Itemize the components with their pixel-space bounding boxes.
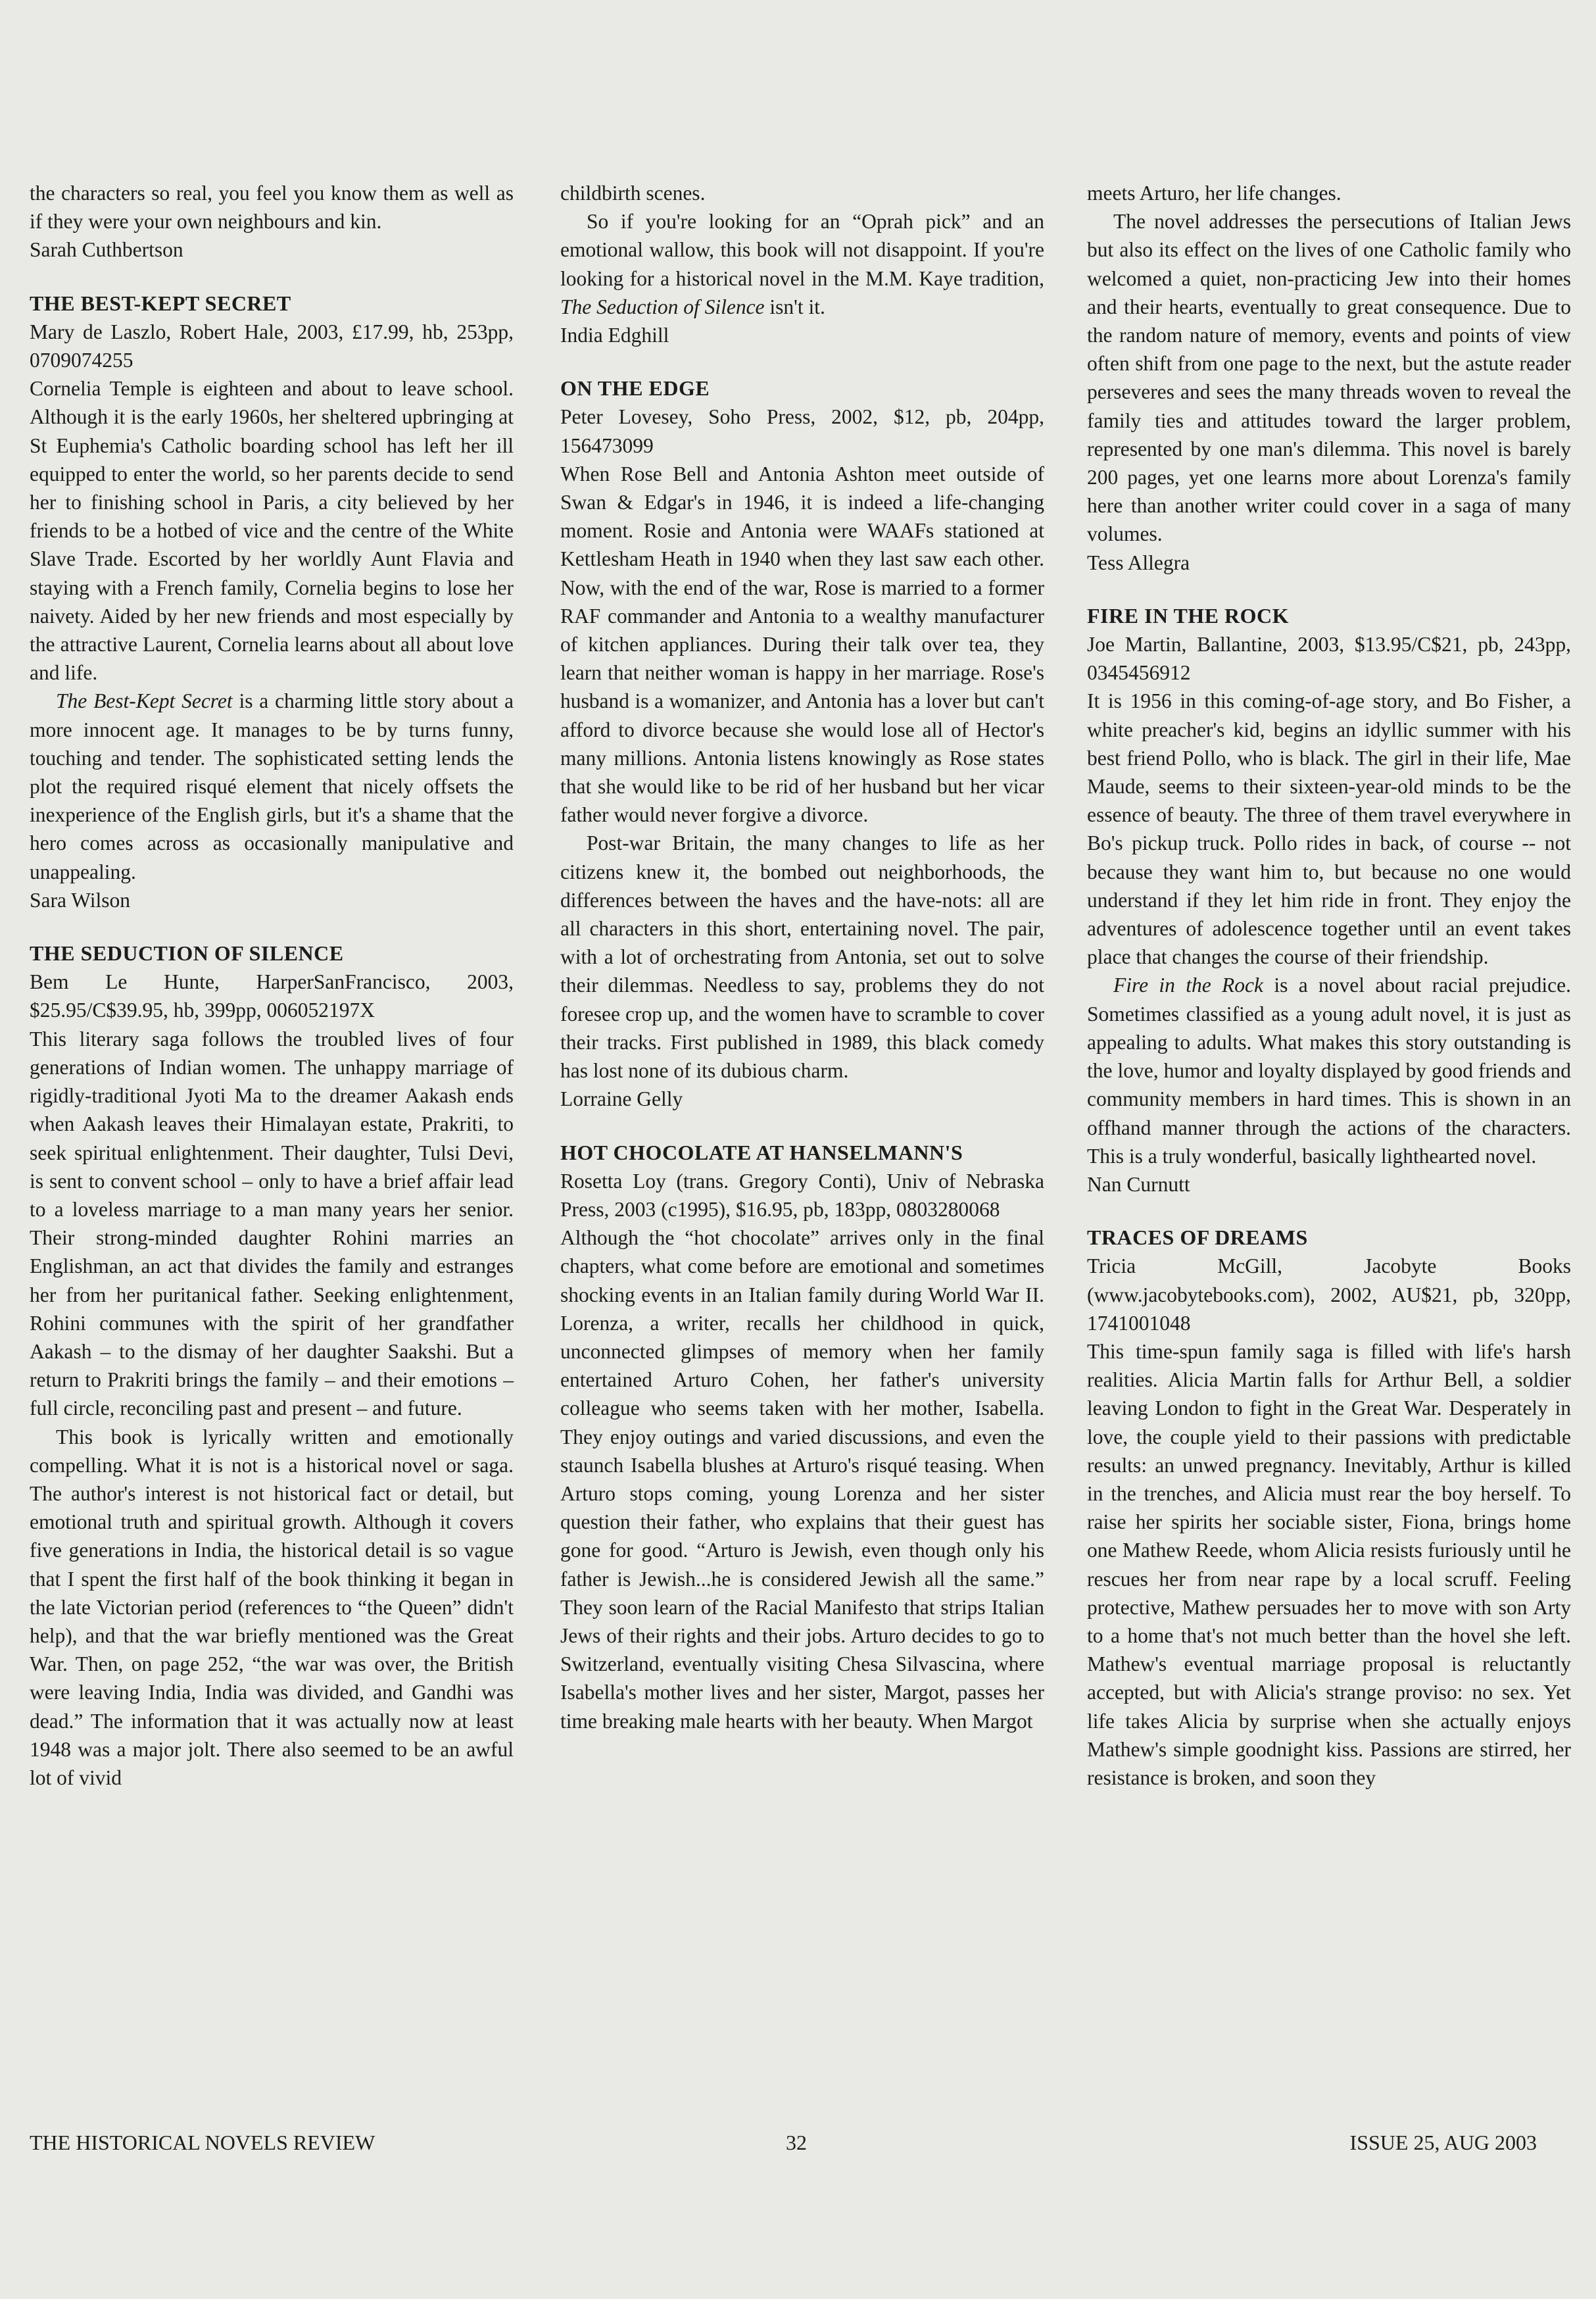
review-title: THE BEST-KEPT SECRET	[30, 291, 291, 315]
book-details: Peter Lovesey, Soho Press, 2002, $12, pb, 204pp, 156473099	[560, 405, 1044, 457]
book-title-italic: The Seduction of Silence	[560, 295, 765, 318]
column-3	[1087, 179, 1571, 1792]
review-paragraph: This time-spun family saga is filled with life's harsh realities. Alicia Martin falls for Arthur Bell, a soldier leaving London to fight in the Great War. Desperately in love, the couple yield to their passions with predictable results: an unwed pregnancy. Inevitably, Arthur is killed in the trenches, and Alicia must rear the boy herself. To raise her spirits her sociable sister, Fiona, brings home one Mathew Reede, whom Alicia resists furiously until he rescues her from near rape by a local scruff. Feeling protective, Mathew persuades her to move with son Arty to a home that's not much better than the hovel she left. Mathew's eventual marriage proposal is reluctantly accepted, but with Alicia's strange proviso: no sex. Yet life takes Alicia by surprise when she actually enjoys Mathew's simple goodnight kiss. Passions are stirred, her resistance is broken, and soon they	[1087, 1339, 1571, 1789]
review-paragraph: Although the “hot chocolate” arrives only in the final chapters, what come before are emotional and sometimes shocking events in an Italian family during World War II. Lorenza, a writer, recalls her childhood in quick, unconnected glimpses of memory when her family entertained Arturo Cohen, her father's university colleague who seems taken with her mother, Isabella. They enjoy outings and varied discussions, and even the staunch Isabella blushes at Arturo's risqué teasing. When Arturo stops coming, young Lorenza and her sister question their father, who explains that their guest has gone for good. “Arturo is Jewish, even though only his father is Jewish...he is considered Jewish all the same.” They soon learn of the Racial Manifesto that strips Italian Jews of their rights and their jobs. Arturo decides to go to Switzerland, eventually visiting Chesa Silvascina, where Isabella's mother lives and her sister, Margot, passes her time breaking male hearts with her beauty. When Margot	[560, 1226, 1044, 1733]
review-paragraph	[1087, 971, 1571, 1170]
review-text: isn't it.	[764, 295, 825, 318]
reviewer-name: Sarah Cuthbertson	[30, 238, 183, 262]
book-details: Bem Le Hunte, HarperSanFrancisco, 2003, $25.95/C$39.95, hb, 399pp, 006052197X	[30, 970, 514, 1022]
book-title-italic: Fire in the Rock	[1113, 974, 1264, 997]
page-number: 32	[786, 2131, 807, 2154]
reviewer-name: Tess Allegra	[1087, 551, 1190, 574]
book-details: Rosetta Loy (trans. Gregory Conti), Univ of Nebraska Press, 2003 (c1995), $16.95, pb, 183pp, 0803280068	[560, 1169, 1044, 1221]
review-text: is a novel about racial prejudice. Sometimes classified as a young adult novel, it is just as appealing to adults. What makes this story outstanding is the love, humor and loyalty displayed by good friends and community members in hard times. This is shown in an offhand manner through the actions of the characters. This is a truly wonderful, basically lighthearted novel.	[1087, 974, 1571, 1168]
book-details: Joe Martin, Ballantine, 2003, $13.95/C$21, pb, 243pp, 0345456912	[1087, 633, 1571, 685]
review-title: THE SEDUCTION OF SILENCE	[30, 941, 344, 966]
continued-paragraph: the characters so real, you feel you know them as well as if they were your own neighbours and kin.	[30, 182, 514, 234]
review-title: HOT CHOCOLATE AT HANSELMANN'S	[560, 1140, 963, 1164]
review-paragraph: The novel addresses the persecutions of Italian Jews but also its effect on the lives of one Catholic family who welcomed a quiet, non-practicing Jew into their homes and their hearts, eventually to great consequence. Due to the random nature of memory, events and points of view often shift from one page to the next, but the astute reader perseveres and sees the many threads woven to reveal the family ties and attitudes toward the larger problem, represented by one man's dilemma. This novel is barely 200 pages, yet one learns more about Lorenza's family here than another writer could cover in a saga of many volumes.	[1087, 210, 1571, 546]
reviewer-name: Nan Curnutt	[1087, 1172, 1190, 1196]
review-paragraph	[30, 687, 514, 885]
continued-paragraph: childbirth scenes.	[560, 182, 706, 205]
review-paragraph: When Rose Bell and Antonia Ashton meet outside of Swan & Edgar's in 1946, it is indeed a life-changing moment. Rosie and Antonia were WAAFs stationed at Kettlesham Heath in 1940 when they last saw each other. Now, with the end of the war, Rose is married to a former RAF commander and Antonia to a wealthy manufacturer of kitchen appliances. During their talk over tea, they learn that neither woman is happy in her marriage. Rose's husband is a womanizer, and Antonia has a lover but can't afford to divorce because she would lose all of Hector's many millions. Antonia listens knowingly as Rose states that she would like to be rid of her husband but her vicar father would never forgive a divorce.	[560, 462, 1044, 827]
reviewer-name: India Edghill	[560, 324, 669, 347]
publication-name: THE HISTORICAL NOVELS REVIEW	[30, 2131, 375, 2154]
book-title-italic: The Best-Kept Secret	[56, 689, 233, 713]
review-title: ON THE EDGE	[560, 376, 710, 401]
review-paragraph: This literary saga follows the troubled lives of four generations of Indian women. The unhappy marriage of rigidly-traditional Jyoti Ma to the dreamer Aakash ends when Aakash leaves their Himalayan estate, Prakriti, to seek spiritual enlightenment. Their daughter, Tulsi Devi, is sent to convent school – only to have a brief affair lead to a loveless marriage to a man many years her senior. Their strong-minded daughter Rohini marries an Englishman, an act that divides the family and estranges her from her puritanical father. Seeking enlightenment, Rohini communes with the spirit of her grandfather Aakash – to the dismay of her daughter Saakshi. But a return to Prakriti brings the family – and their emotions – full circle, reconciling past and present – and future.	[30, 1027, 514, 1420]
book-details: Mary de Laszlo, Robert Hale, 2003, £17.99, hb, 253pp, 0709074255	[30, 320, 514, 372]
review-title: TRACES OF DREAMS	[1087, 1225, 1308, 1250]
review-paragraph: This book is lyrically written and emotionally compelling. What it is not is a historical novel or saga. The author's interest is not historical fact or detail, but emotional truth and spiritual growth. Although it covers five generations in India, the historical detail is so vague that I spent the first half of the book thinking it began in the late Victorian period (references to “the Queen” didn't help), and that the war briefly mentioned was the Great War. Then, on page 252, “the war was over, the British were leaving India, India was divided, and Gandhi was dead.” The information that it was actually now at least 1948 was a major jolt. There also seemed to be an awful lot of vivid	[30, 1425, 514, 1789]
review-title: FIRE IN THE ROCK	[1087, 603, 1290, 628]
review-text: So if you're looking for an “Oprah pick” and an emotional wallow, this book will not disappoint. If you're looking for a historical novel in the M.M. Kaye tradition,	[560, 210, 1044, 290]
review-paragraph: Post-war Britain, the many changes to life as her citizens knew it, the bombed out neighborhoods, the differences between the haves and the have-nots: all are all characters in this short, entertaining novel. The pair, with a lot of orchestrating from Antonia, set out to solve their dilemmas. Needless to say, problems they do not foresee crop up, and the women have to scramble to cover their tracks. First published in 1989, this black comedy has lost none of its dubious charm.	[560, 831, 1044, 1083]
review-text: is a charming little story about a more innocent age. It manages to be by turns funny, touching and tender. The sophisticated setting lends the plot the required risqué element that nicely offsets the inexperience of the English girls, but it's a shame that the hero comes across as occasionally manipulative and unappealing.	[30, 689, 514, 883]
column-1	[30, 179, 514, 1792]
review-paragraph	[560, 207, 1044, 321]
review-paragraph: It is 1956 in this coming-of-age story, and Bo Fisher, a white preacher's kid, begins an idyllic summer with his best friend Pollo, who is black. The girl in their life, Mae Maude, seems to their sixteen-year-old minds to be the essence of beauty. The three of them travel everywhere in Bo's pickup truck. Pollo rides in back, of course -- not because they want him to, but because no one would understand if they let him ride in front. They enjoy the adventures of adolescence together until an event takes place that changes the course of their friendship.	[1087, 689, 1571, 969]
reviewer-name: Lorraine Gelly	[560, 1087, 683, 1111]
book-details: Tricia McGill, Jacobyte Books (www.jacobytebooks.com), 2002, AU$21, pb, 320pp, 1741001048	[1087, 1254, 1571, 1335]
column-2	[560, 179, 1044, 1735]
continued-paragraph: meets Arturo, her life changes.	[1087, 182, 1342, 205]
review-paragraph: Cornelia Temple is eighteen and about to leave school. Although it is the early 1960s, her sheltered upbringing at St Euphemia's Catholic boarding school has left her ill equipped to enter the world, so her parents decide to send her to finishing school in Paris, a city believed by her friends to be a hotbed of vice and the centre of the White Slave Trade. Escorted by her worldly Aunt Flavia and staying with a French family, Cornelia begins to lose her naivety. Aided by her new friends and most especially by the attractive Laurent, Cornelia learns about all about love and life.	[30, 377, 514, 685]
issue-date: ISSUE 25, AUG 2003	[1349, 2131, 1537, 2154]
reviewer-name: Sara Wilson	[30, 888, 131, 912]
